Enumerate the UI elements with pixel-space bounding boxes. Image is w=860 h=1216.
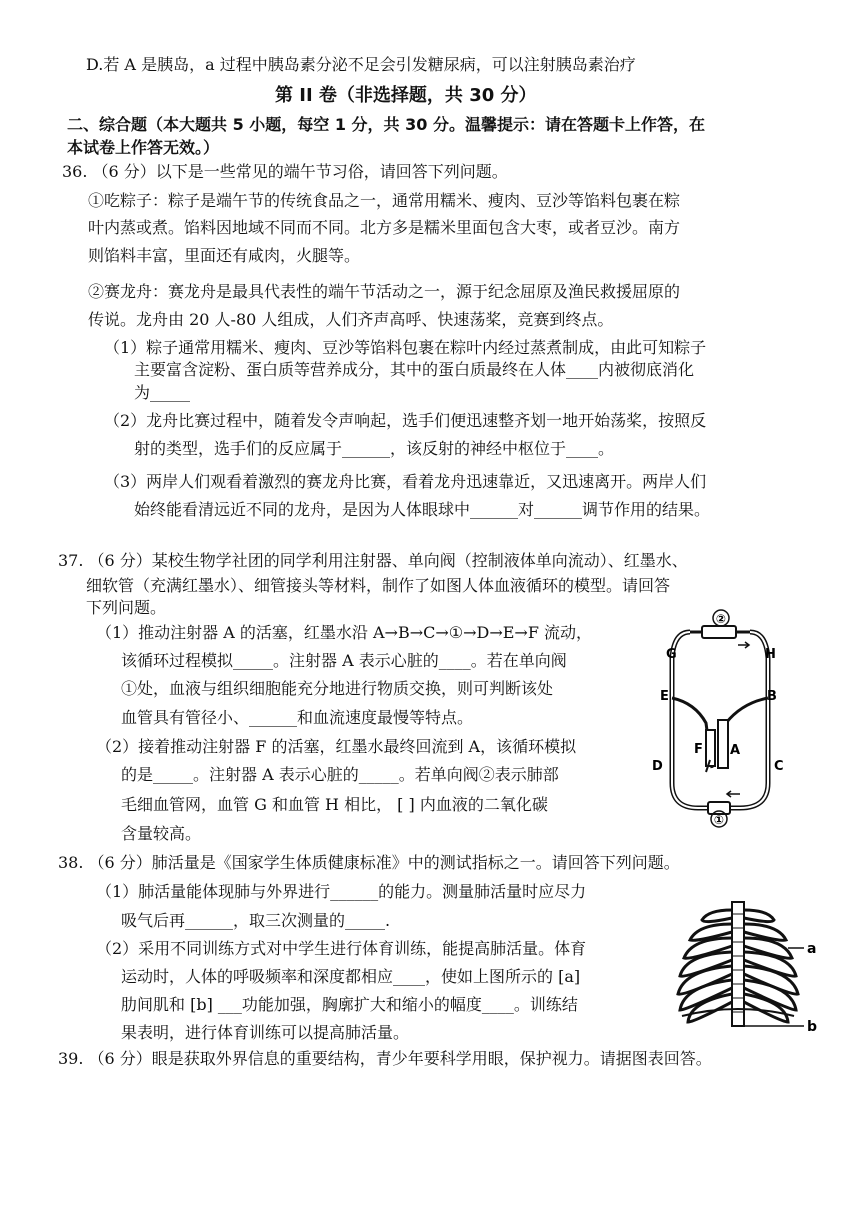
question-37: 下列问题。 [86, 598, 167, 617]
label-f: F [694, 742, 703, 757]
section-title: 第 II 卷（非选择题，共 30 分） [275, 85, 537, 106]
q36-paragraph-1: 则馅料丰富，里面还有咸肉，火腿等。 [88, 246, 361, 265]
question-36: 36. （6 分）以下是一些常见的端午节习俗，请回答下列问题。 [62, 162, 508, 181]
label-d: D [652, 759, 663, 774]
q37-sub-2: 含量较高。 [121, 824, 202, 843]
section-instruction-2: 本试卷上作答无效。） [67, 138, 220, 157]
q37-sub-2: 毛细血管网，血管 G 和血管 H 相比， [ ] 内血液的二氧化碳 [121, 795, 548, 814]
rib-cage-figure [668, 898, 818, 1034]
label-b: B [767, 689, 777, 704]
q36-sub-3: （3）两岸人们观看着激烈的赛龙舟比赛，看着龙舟迅速靠近，又迅速离开。两岸人们 [104, 472, 707, 491]
question-37: 37. （6 分）某校生物学社团的同学利用注射器、单向阀（控制液体单向流动）、红墨水、 [58, 551, 688, 570]
label-c: C [774, 759, 784, 774]
q38-sub-1: （1）肺活量能体现肺与外界进行______的能力。测量肺活量时应尽力 [96, 882, 587, 901]
q36-paragraph-1: ①吃粽子：粽子是端午节的传统食品之一，通常用糯米、瘦肉、豆沙等馅料包裹在粽 [88, 191, 681, 210]
q36-sub-2: （2）龙舟比赛过程中，随着发令声响起，选手们便迅速整齐划一地开始荡桨，按照反 [104, 411, 707, 430]
q36-sub-1: 为_____ [134, 383, 191, 402]
q38-sub-2: 肋间肌和 [b] ___功能加强，胸廓扩大和缩小的幅度____。训练结 [121, 995, 578, 1014]
q38-sub-2: 果表明，进行体育训练可以提高肺活量。 [121, 1023, 410, 1042]
q37-sub-1: ①处，血液与组织细胞能充分地进行物质交换，则可判断该处 [121, 679, 554, 698]
label-e: E [660, 689, 669, 704]
q38-sub-2: 运动时，人体的呼吸频率和深度都相应____，使如上图所示的 [a] [121, 967, 581, 986]
label-g: G [666, 647, 677, 662]
question-37: 细软管（充满红墨水）、细管接头等材料，制作了如图人体血液循环的模型。请回答 [86, 576, 671, 595]
q37-sub-1: 该循环过程模拟_____。注射器 A 表示心脏的____。若在单向阀 [121, 651, 567, 670]
valve-1-label: ① [713, 813, 725, 827]
q36-sub-1: （1）粽子通常用糯米、瘦肉、豆沙等馅料包裹在粽叶内经过蒸煮制成，由此可知粽子 [104, 338, 707, 357]
q37-sub-2: （2）接着推动注射器 F 的活塞，红墨水最终回流到 A，该循环模拟 [96, 737, 577, 756]
question-38: 38. （6 分）肺活量是《国家学生体质健康标准》中的测试指标之一。请回答下列问题。 [58, 853, 680, 872]
label-b: b [807, 1019, 818, 1034]
q36-paragraph-2: ②赛龙舟：赛龙舟是最具代表性的端午节活动之一，源于纪念屈原及渔民救援屈原的 [88, 282, 681, 301]
option-d-line: D.若 A 是胰岛，a 过程中胰岛素分泌不足会引发糖尿病，可以注射胰岛素治疗 [86, 55, 636, 74]
label-h: H [765, 647, 776, 662]
q37-sub-2: 的是_____。注射器 A 表示心脏的_____。若单向阀②表示肺部 [121, 765, 559, 784]
q36-paragraph-1: 叶内蒸或煮。馅料因地域不同而不同。北方多是糯米里面包含大枣，或者豆沙。南方 [88, 218, 681, 237]
valve-2-label: ② [715, 612, 727, 626]
q36-sub-1: 主要富含淀粉、蛋白质等营养成分，其中的蛋白质最终在人体____内被彻底消化 [134, 360, 695, 379]
circulation-model-figure [650, 608, 790, 830]
q37-sub-1: （1）推动注射器 A 的活塞，红墨水沿 A→B→C→①→D→E→F 流动， [96, 623, 593, 642]
q36-sub-2: 射的类型，选手们的反应属于______，该反射的神经中枢位于____。 [134, 439, 615, 458]
section-instruction: 二、综合题（本大题共 5 小题，每空 1 分，共 30 分。温馨提示：请在答题卡上作答，在 [67, 115, 705, 134]
label-a: a [807, 941, 817, 957]
q37-sub-1: 血管具有管径小、______和血流速度最慢等特点。 [121, 708, 474, 727]
question-39: 39. （6 分）眼是获取外界信息的重要结构，青少年要科学用眼，保护视力。请据图表回答。 [58, 1049, 712, 1068]
q38-sub-2: （2）采用不同训练方式对中学生进行体育训练，能提高肺活量。体育 [96, 939, 587, 958]
q36-paragraph-2: 传说。龙舟由 20 人-80 人组成，人们齐声高呼、快速荡桨，竞赛到终点。 [88, 310, 614, 329]
q36-sub-3: 始终能看清远近不同的龙舟，是因为人体眼球中______对______调节作用的结果。 [134, 500, 711, 519]
q38-sub-1: 吸气后再______，取三次测量的_____. [121, 911, 391, 930]
label-a: A [730, 743, 741, 758]
